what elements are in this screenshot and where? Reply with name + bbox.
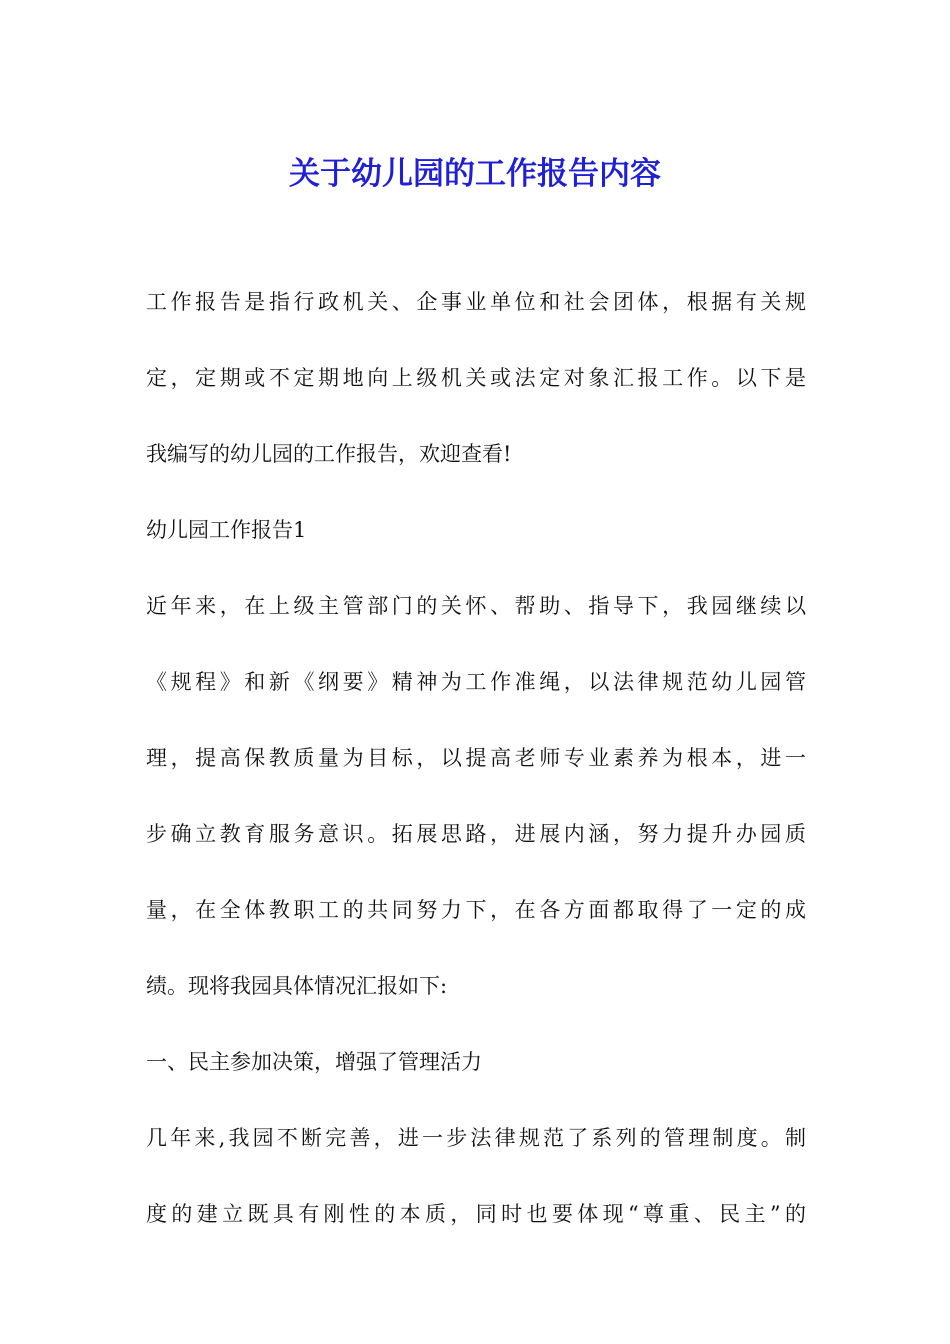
document-title: 关于幼儿园的工作报告内容 xyxy=(289,155,661,192)
body-line: 《规程》和新《纲要》精神为工作准绳，以法律规范幼儿园管 xyxy=(146,670,806,694)
section-heading: 一、民主参加决策，增强了管理活力 xyxy=(146,1050,482,1074)
body-line: 绩。现将我园具体情况汇报如下: xyxy=(146,974,448,998)
body-line: 度的建立既具有刚性的本质，同时也要体现“尊重、民主”的 xyxy=(146,1202,806,1226)
body-line: 量，在全体教职工的共同努力下，在各方面都取得了一定的成 xyxy=(146,898,806,922)
body-line: 理，提高保教质量为目标，以提高老师专业素养为根本，进一 xyxy=(146,746,806,770)
body-line: 近年来，在上级主管部门的关怀、帮助、指导下，我园继续以 xyxy=(146,594,806,618)
section-heading: 幼儿园工作报告1 xyxy=(146,518,307,542)
body-line: 工作报告是指行政机关、企事业单位和社会团体，根据有关规 xyxy=(146,290,806,314)
body-line: 我编写的幼儿园的工作报告，欢迎查看! xyxy=(146,442,512,466)
body-line: 定，定期或不定期地向上级机关或法定对象汇报工作。以下是 xyxy=(146,366,806,390)
document-body xyxy=(146,264,806,1252)
body-line: 步确立教育服务意识。拓展思路，进展内涵，努力提升办园质 xyxy=(146,822,806,846)
body-line: 几年来,我园不断完善，进一步法律规范了系列的管理制度。制 xyxy=(146,1126,806,1150)
